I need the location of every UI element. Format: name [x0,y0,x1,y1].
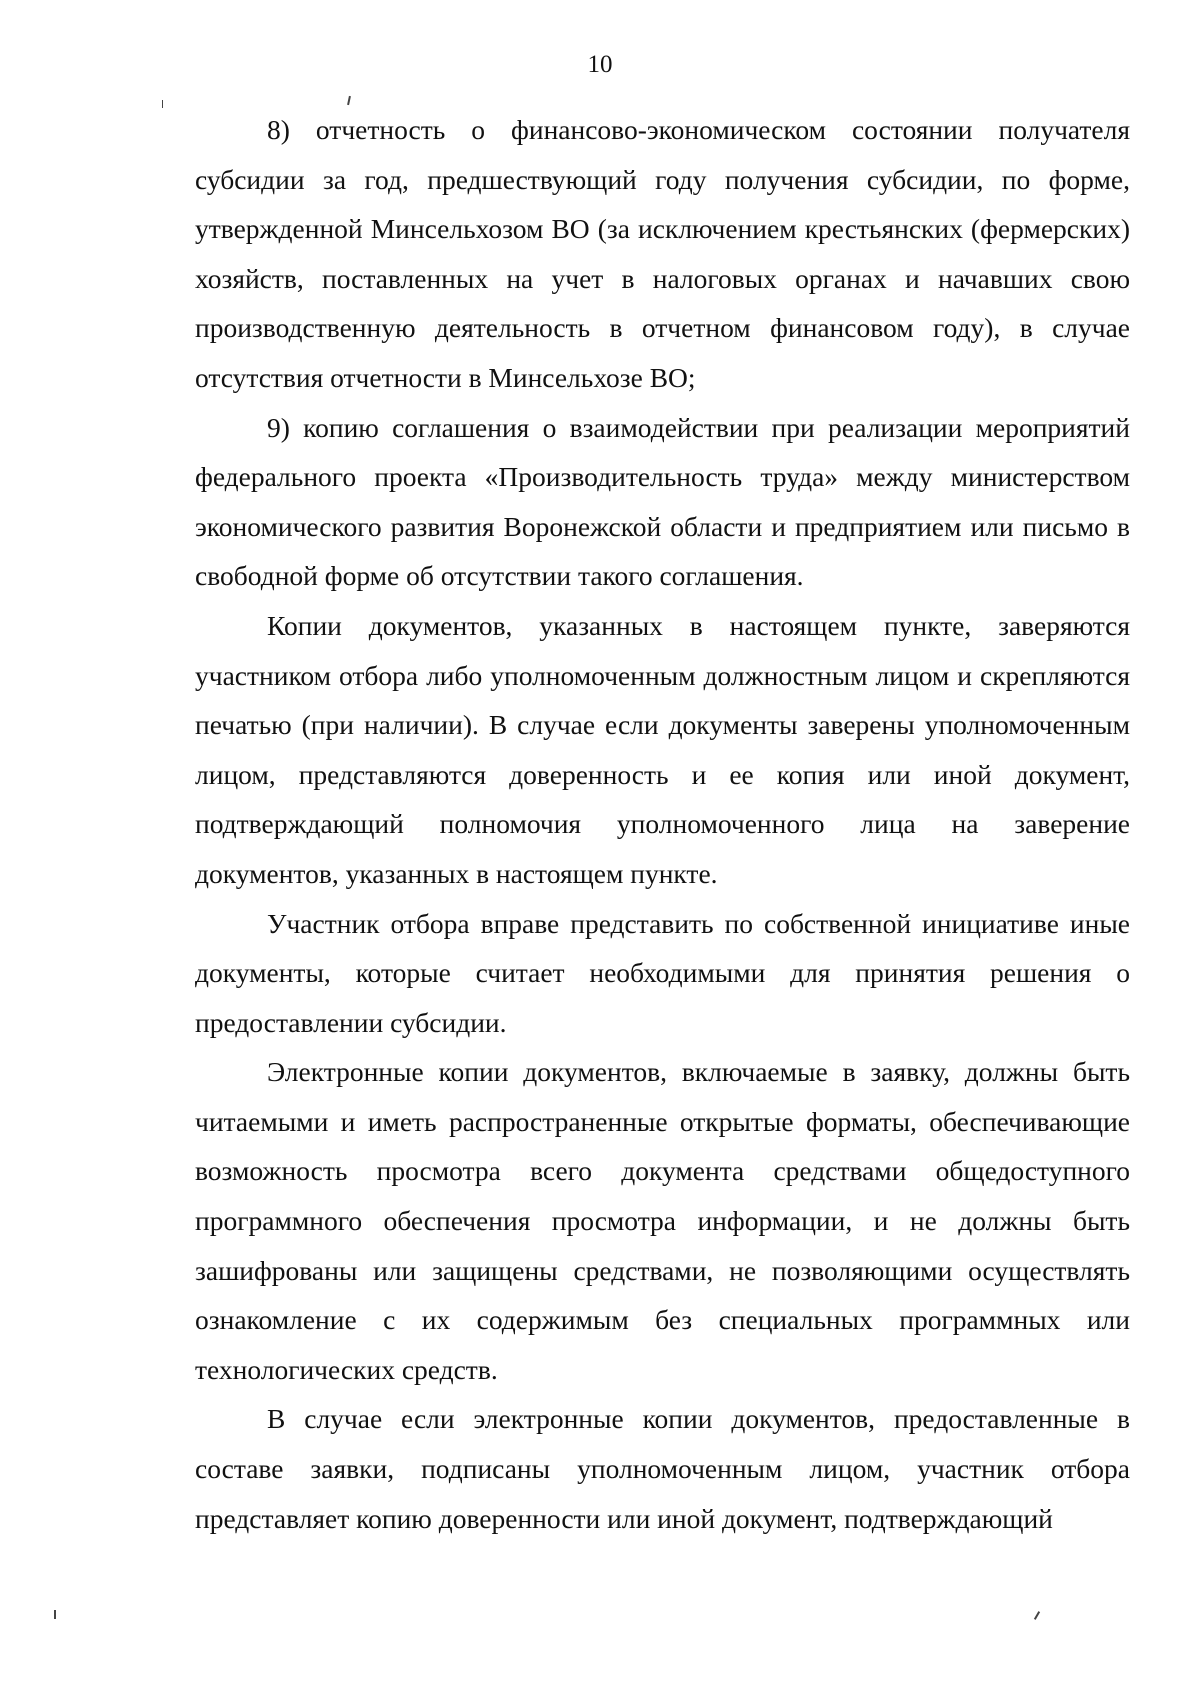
document-body [195,105,1130,1543]
paragraph-signed-by-authorized: В случае если электронные копии документов, предоставленные в составе заявки, подписаны уполномоченным лицом, участник отбора представляет копию доверенности или иной документ, подтверждающий [195,1403,1130,1534]
scan-mark [54,1610,56,1619]
paragraph-item-9: 9) копию соглашения о взаимодействии при реализации мероприятий федерального проекта «Производительность труда» между министерством экономического развития Воронежской области и предприятием или письмо в свободной форме об отсутствии такого соглашения. [195,411,1130,592]
paragraph-electronic-copies: Электронные копии документов, включаемые в заявку, должны быть читаемыми и иметь распространенные открытые форматы, обеспечивающие возможность просмотра всего документа средствами общедоступного программного обеспечения просмотра информации, и не должны быть зашифрованы или защищены средствами, не позволяющими осуществлять ознакомление с их содержимым без специальных программных или технологических средств. [195,1056,1130,1385]
paragraph-additional-documents: Участник отбора вправе представить по собственной инициативе иные документы, которые считает необходимыми для принятия решения о предоставлении субсидии. [195,907,1130,1038]
paragraph-item-8: 8) отчетность о финансово-экономическом состоянии получателя субсидии за год, предшествующий году получения субсидии, по форме, утвержденной Минсельхозом ВО (за исключением крестьянских (фермерских) хозяйств, поставленных на учет в налоговых органах и начавших свою производственную деятельность в отчетном финансовом году), в случае отсутствия отчетности в Минсельхозе ВО; [195,114,1130,393]
page-number: 10 [587,51,613,78]
scan-mark [162,100,163,108]
paragraph-copies-certification: Копии документов, указанных в настоящем пункте, заверяются участником отбора либо уполномоченным должностным лицом и скрепляются печатью (при наличии). В случае если документы заверены уполномоченным лицом, представляются доверенность и ее копия или иной документ, подтверждающий полномочия уполномоченного лица на заверение документов, указанных в настоящем пункте. [195,609,1130,889]
scan-mark [1034,1611,1040,1620]
scan-mark [347,96,351,105]
